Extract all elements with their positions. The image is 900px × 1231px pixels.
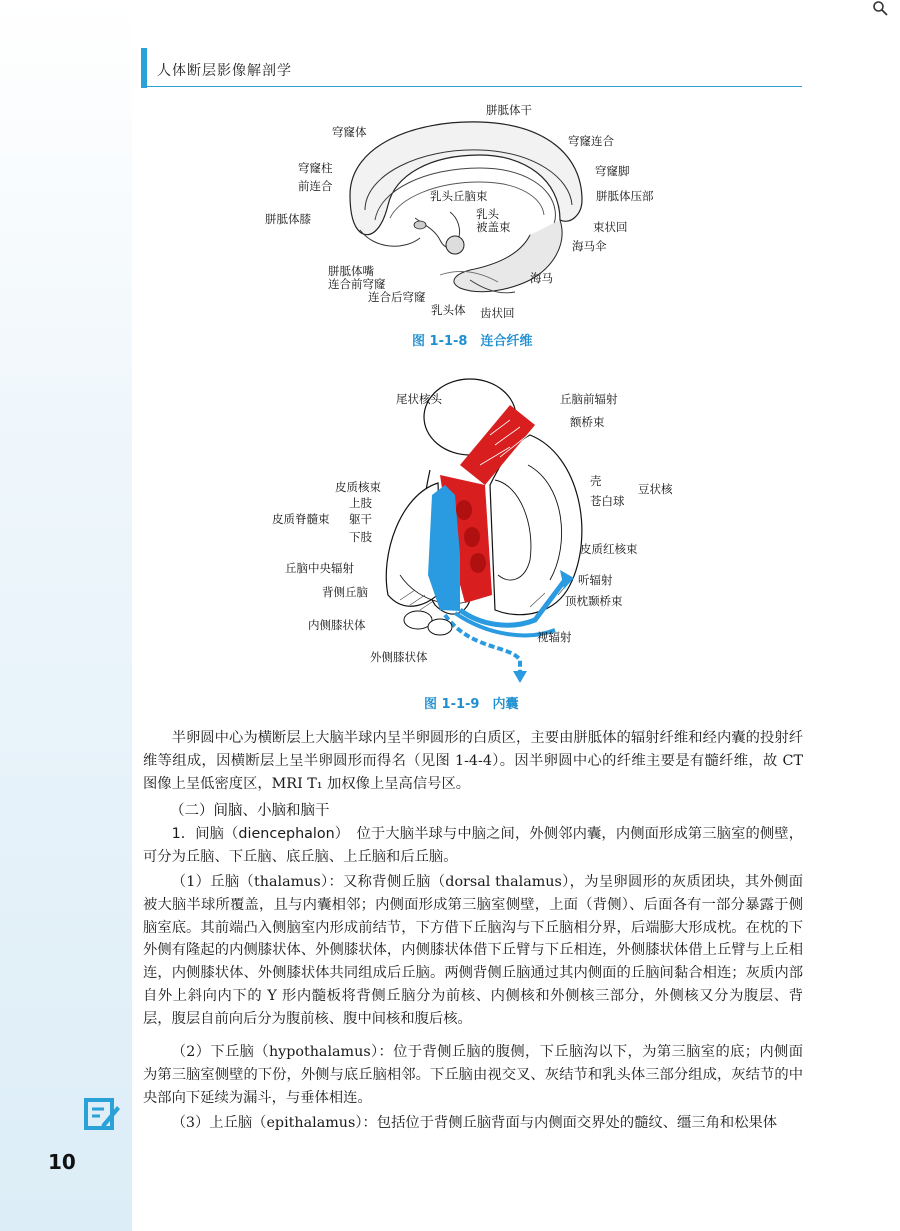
label-lentiform: 豆状核 xyxy=(638,482,673,496)
header-rule xyxy=(147,86,802,87)
label-fornix-column: 穹窿柱 xyxy=(298,161,333,175)
label-callosum-trunk: 胼胝体干 xyxy=(486,103,532,117)
label-genu: 胼胝体膝 xyxy=(265,212,311,226)
label-putamen: 壳 xyxy=(590,474,602,488)
label-corticospinal: 皮质脊髓束 xyxy=(272,512,330,526)
label-caudate-head: 尾状核头 xyxy=(396,392,442,406)
paragraph-hypothalamus: （2）下丘脑（hypothalamus）：位于背侧丘脑的腹侧，下丘脑沟以下，为第三脑室的底；内侧面为第三脑室侧壁的下份，外侧与底丘脑相邻。下丘脑由视交叉、灰结节和乳头体三部分组成，灰结节的中央部向下延续为漏斗，与垂体相连。 xyxy=(143,1044,803,1106)
label-occipitotemporopontine: 顶枕颞桥束 xyxy=(565,594,623,608)
label-dorsal-thalamus: 背侧丘脑 xyxy=(322,585,368,599)
label-rostrum: 胼胝体嘴 xyxy=(328,264,374,278)
label-fimbria: 海马伞 xyxy=(572,239,607,253)
label-lower-limb: 下肢 xyxy=(349,530,372,544)
figure1-caption: 图 1-1-8 连合纤维 xyxy=(412,334,533,349)
paragraph-epithalamus: （3）上丘脑（epithalamus）：包括位于背侧丘脑背面与内侧面交界处的髓纹、缰三角和松果体 xyxy=(171,1115,778,1131)
page-number: 10 xyxy=(48,1150,76,1174)
label-fornix-commissure: 穹窿连合 xyxy=(568,134,614,148)
label-trunk: 躯干 xyxy=(349,512,372,526)
label-corticorubral: 皮质红核束 xyxy=(580,542,638,556)
label-frontopontine: 额桥束 xyxy=(570,415,605,429)
paragraph-thalamus: （1）丘脑（thalamus）：又称背侧丘脑（dorsal thalamus），为呈卵圆形的灰质团块，其外侧面被大脑半球所覆盖，且与内囊相邻；内侧面形成第三脑室侧壁，上面（背侧）、后面各有一部分暴露于侧脑室底。其前端凸入侧脑室内形成前结节，下方借下丘脑沟与下丘脑相分界，后端膨大形成枕。在枕的下外侧有隆起的内侧膝状体、外侧膝状体，内侧膝状体借下丘臂与下丘相连，外侧膝状体借上丘臂与上丘相连，内侧膝状体、外侧膝状体共同组成后丘脑。两侧背侧丘脑通过其内侧面的丘脑间黏合相连；灰质内部自外上斜向内下的 Y 形内髓板将背侧丘脑分为前核、内侧核和外侧核三部分，外侧核又分为腹层、背层，腹层自前向后分为腹前核、腹中间核和腹后核。 xyxy=(143,874,803,1027)
paragraph-semioval-center: 半卵圆中心为横断层上大脑半球内呈半卵圆形的白质区，主要由胼胝体的辐射纤维和经内囊的投射纤维等组成，因横断层上呈半卵圆形而得名（见图 1-4-4）。因半卵圆中心的纤维主要是有髓纤维，故 CT 图像上呈低密度区，MRI T₁ 加权像上呈高信号区。 xyxy=(143,730,803,792)
label-corticonuclear: 皮质核束 xyxy=(335,480,381,494)
label-medial-geniculate: 内侧膝状体 xyxy=(308,618,366,632)
label-globus-pallidus: 苍白球 xyxy=(590,494,625,508)
label-postcommissural: 连合后穹窿 xyxy=(368,290,426,304)
label-mammillothalamic-tract: 乳头丘脑束 xyxy=(430,189,488,203)
label-mammillary-body: 乳头体 xyxy=(431,303,466,317)
label-anterior-commissure: 前连合 xyxy=(298,179,333,193)
label-upper-limb: 上肢 xyxy=(349,496,372,510)
paragraph-diencephalon: 1．间脑（diencephalon） 位于大脑半球与中脑之间，外侧邻内囊，内侧面形成第三脑室的侧壁，可分为丘脑、下丘脑、底丘脑、上丘脑和后丘脑。 xyxy=(143,826,804,865)
label-optic-radiation: 视辐射 xyxy=(537,630,572,644)
diencephalon-heading: 1．间脑（diencephalon） xyxy=(171,826,343,842)
header-accent-bar xyxy=(141,48,147,88)
label-central-thalamic: 丘脑中央辐射 xyxy=(285,561,354,575)
label-mammillotegmental: 乳头 被盖束 xyxy=(476,207,511,234)
label-fasciolar-gyrus: 束状回 xyxy=(593,220,628,234)
section-heading: （二）间脑、小脑和脑干 xyxy=(170,803,330,819)
label-fornix-crus: 穹窿脚 xyxy=(595,164,630,178)
side-strip xyxy=(0,0,132,1231)
search-icon[interactable] xyxy=(872,0,888,16)
figure2-caption: 图 1-1-9 内囊 xyxy=(424,697,519,712)
label-fornix-body: 穹窿体 xyxy=(332,125,367,139)
label-splenium: 胼胝体压部 xyxy=(596,189,654,203)
label-dentate-gyrus: 齿状回 xyxy=(480,306,515,320)
note-icon[interactable] xyxy=(82,1094,122,1134)
book-title: 人体断层影像解剖学 xyxy=(157,63,292,79)
label-ant-thalamic-radiation: 丘脑前辐射 xyxy=(560,392,618,406)
label-lateral-geniculate: 外侧膝状体 xyxy=(370,650,428,664)
label-hippocampus: 海马 xyxy=(530,271,553,285)
label-auditory: 听辐射 xyxy=(578,573,613,587)
label-precommissural: 连合前穹窿 xyxy=(328,277,386,291)
